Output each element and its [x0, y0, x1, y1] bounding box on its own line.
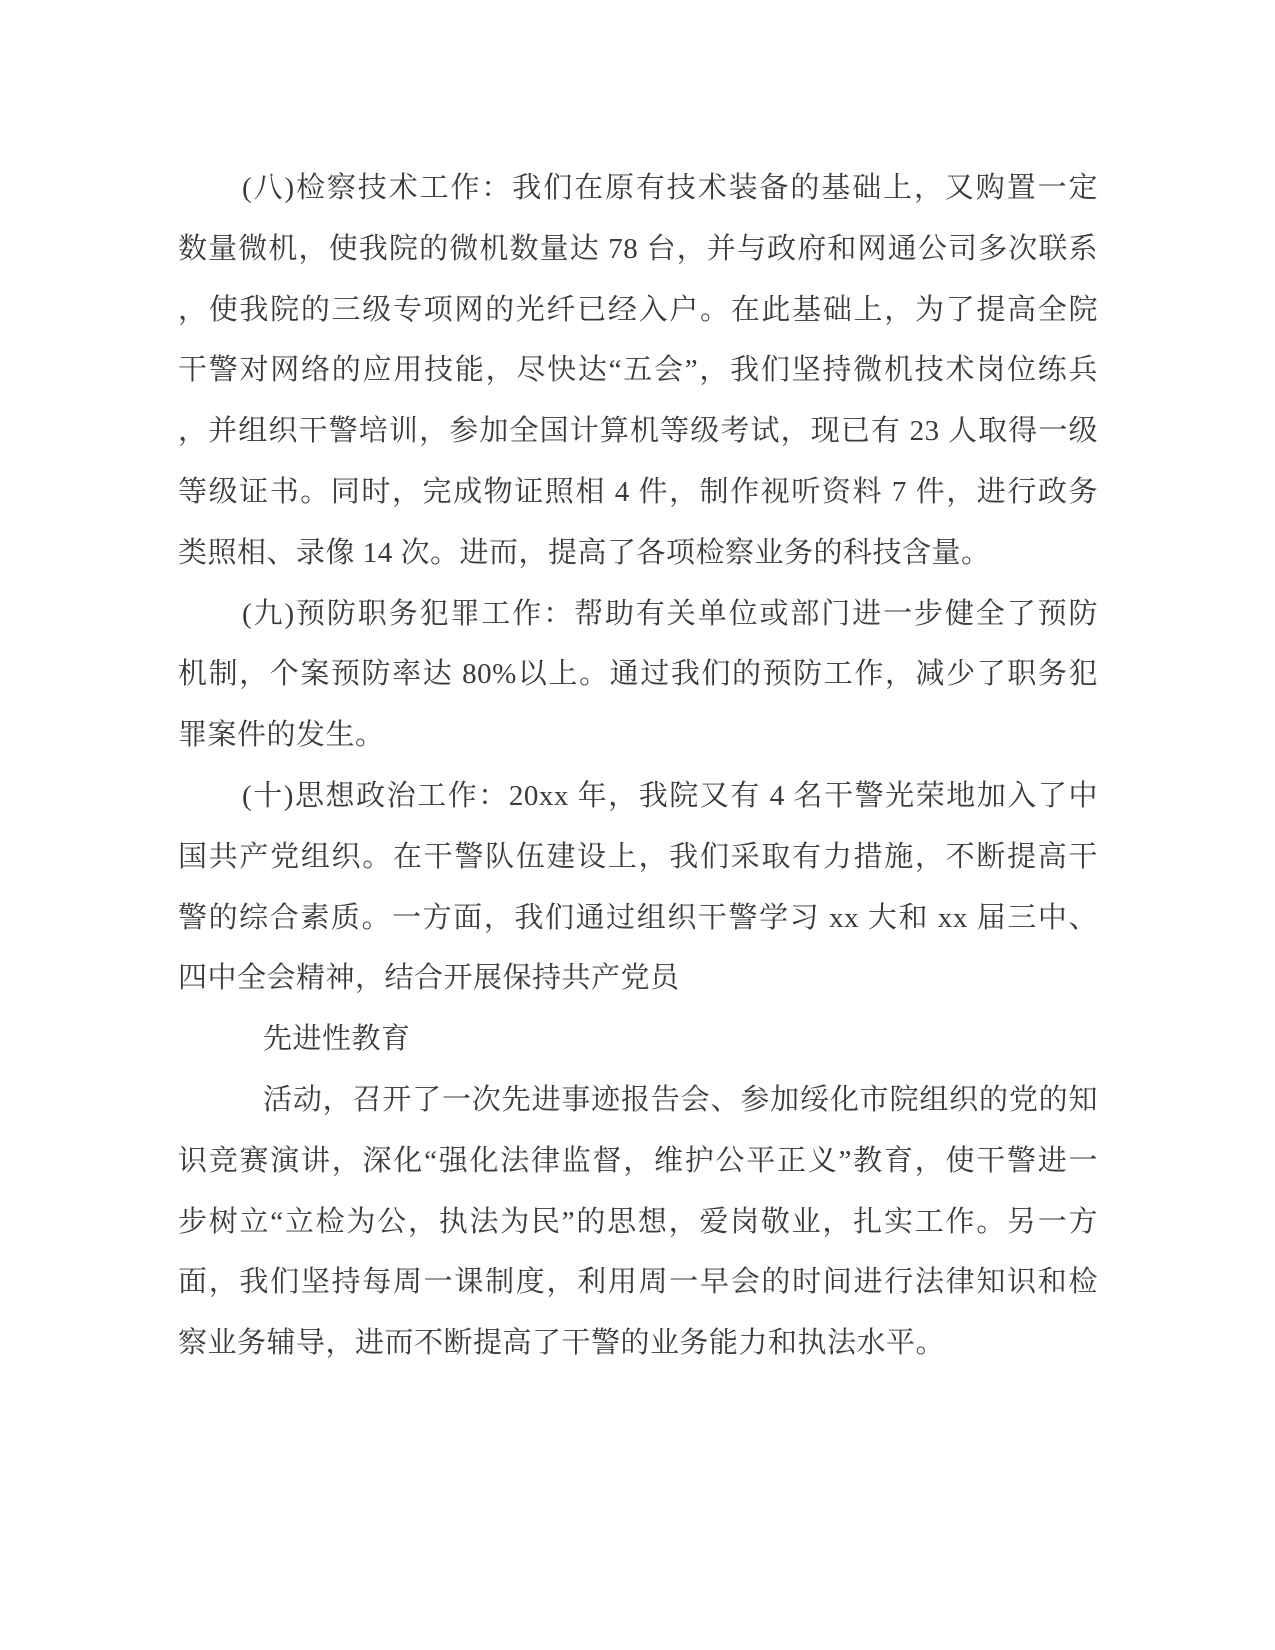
document-line: 先进性教育 — [263, 1023, 411, 1056]
document-line: (八)检察技术工作：我们在原有技术装备的基础上，又购置一定 — [242, 172, 1098, 204]
document-line: 察业务辅导，进而不断提高了干警的业务能力和执法水平。 — [178, 1327, 946, 1360]
document-line: 国共产党组织。在干警队伍建设上，我们采取有力措施，不断提高干 — [178, 840, 1098, 873]
document-line: (九)预防职务犯罪工作：帮助有关单位或部门进一步健全了预防 — [242, 597, 1098, 630]
document-line: 警的综合素质。一方面，我们通过组织干警学习 xx 大和 xx 届三中、 — [178, 901, 1098, 934]
document-line: 等级证书。同时，完成物证照相 4 件，制作视听资料 7 件，进行政务 — [178, 475, 1098, 508]
document-line: 活动，召开了一次先进事迹报告会、参加绥化市院组织的党的知 — [263, 1083, 1098, 1116]
document-body — [178, 158, 1098, 1374]
document-line: 面，我们坚持每周一课制度，利用周一早会的时间进行法律知识和检 — [178, 1266, 1098, 1299]
document-line: ，使我院的三级专项网的光纤已经入户。在此基础上，为了提高全院 — [178, 293, 1098, 326]
document-line: 数量微机，使我院的微机数量达 78 台，并与政府和网通公司多次联系 — [178, 232, 1098, 265]
document-line: 机制，个案预防率达 80%以上。通过我们的预防工作，减少了职务犯 — [178, 658, 1098, 691]
document-line: 类照相、录像 14 次。进而，提高了各项检察业务的科技含量。 — [178, 536, 991, 569]
document-line: 识竞赛演讲，深化“强化法律监督，维护公平正义”教育，使干警进一 — [178, 1144, 1098, 1177]
document-line: 罪案件的发生。 — [178, 719, 385, 752]
document-line: ，并组织干警培训，参加全国计算机等级考试，现已有 23 人取得一级 — [178, 415, 1098, 448]
document-line: (十)思想政治工作：20xx 年，我院又有 4 名干警光荣地加入了中 — [242, 779, 1098, 812]
document-line: 步树立“立检为公，执法为民”的思想，爱岗敬业，扎实工作。另一方 — [178, 1205, 1098, 1238]
document-line: 干警对网络的应用技能，尽快达“五会”，我们坚持微机技术岗位练兵 — [178, 354, 1098, 387]
document-line: 四中全会精神，结合开展保持共产党员 — [178, 962, 680, 995]
